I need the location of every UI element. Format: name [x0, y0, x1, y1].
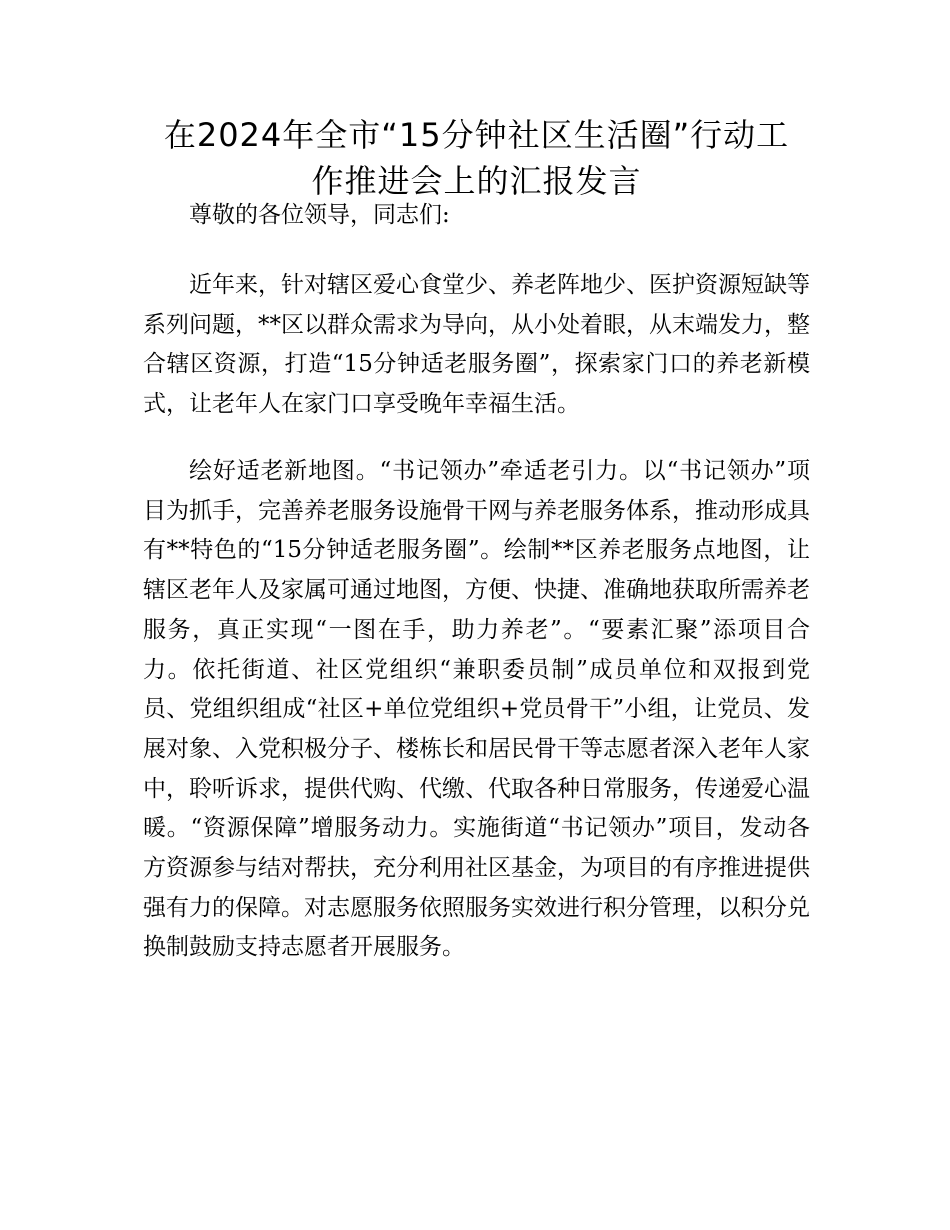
greeting: 尊敬的各位领导，同志们: — [189, 202, 450, 228]
title-line-2: 作推进会上的汇报发言 — [311, 162, 642, 200]
paragraph-intro: 近年来，针对辖区爱心食堂少、养老阵地少、医护资源短缺等系列问题，**区以群众需求为导向，从小处着眼，从末端发力，整合辖区资源，打造“15分钟适老服务圈”，探索家门口的养老新模式，让老年人在家门口享受晚年幸福生活。 — [143, 272, 810, 418]
document-title — [143, 112, 810, 204]
paragraph-map-section: 绘好适老新地图。“书记领办”牵适老引力。以“书记领办”项目为抓手，完善养老服务设施骨干网与养老服务体系，推动形成具有**特色的“15分钟适老服务圈”。绘制**区养老服务点地图，让辖区老年人及家属可通过地图，方便、快捷、准确地获取所需养老服务，真正实现“一图在手，助力养老”。“要素汇聚”添项目合力。依托街道、社区党组织“兼职委员制”成员单位和双报到党员、党组织组成“社区+单位党组织+党员骨干”小组，让党员、发展对象、入党积极分子、楼栋长和居民骨干等志愿者深入老年人家中，聆听诉求，提供代购、代缴、代取各种日常服务，传递爱心温暖。“资源保障”增服务动力。实施街道“书记领办”项目，发动各方资源参与结对帮扶，充分利用社区基金，为项目的有序推进提供强有力的保障。对志愿服务依照服务实效进行积分管理，以积分兑换制鼓励支持志愿者开展服务。 — [143, 458, 810, 961]
title-line-1: 在2024年全市“15分钟社区生活圈”行动工 — [163, 116, 790, 154]
